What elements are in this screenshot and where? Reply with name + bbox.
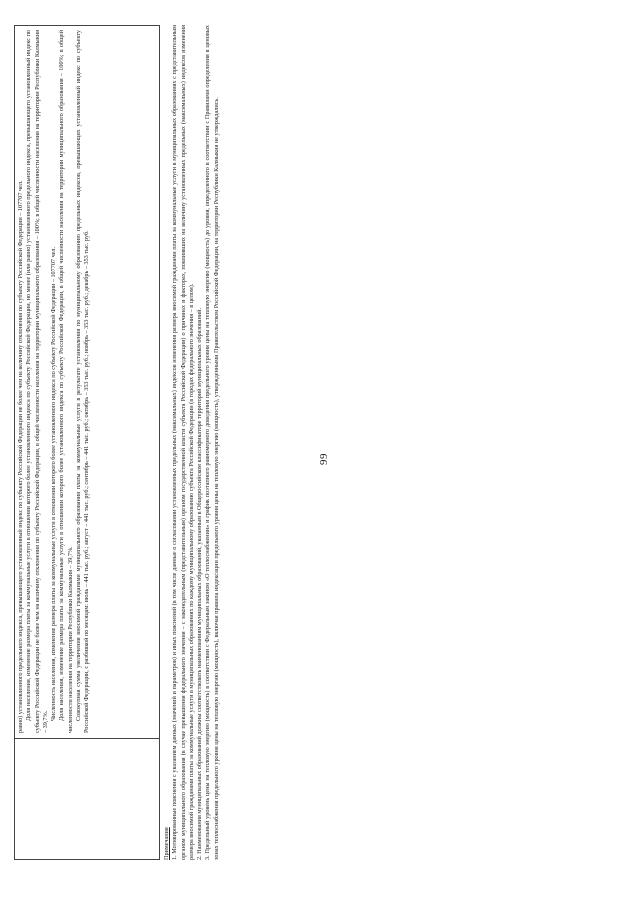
note-item: 1. Мотивированные пояснения с указанием данных (значений и параметров) и иных пояснений (в том числе данные о согласовании установленных предельных (максимальных) индексов изменения размера вносимой гражданами платы за коммунальные услуги в муниципальных образованиях с представительным органом муниципального образования (в случае превышения федерального значения – с законодательным (представительным) органом государственной власти субъекта Российской Федерации) о причинах и факторах, повлиявших на величину установленных предельных (максимальных) индексов изменения размера вносимой гражданами платы за коммунальные услуги в муниципальных образованиях по каждому муниципальному образованию субъекта Российской Федерации (в городах федерального значения – в целом). (171, 25, 195, 860)
notes-heading: Примечания (163, 827, 170, 860)
table-cell-paragraph: Численность населения, изменение размера платы за коммунальные услуги в отношении которого более установленного индекса по субъекту Российской Федерации – 107707 чел. (50, 246, 58, 721)
table-column-divider (15, 738, 159, 739)
data-table (14, 25, 160, 860)
page-number: 99 (318, 453, 330, 465)
table-cell-text (17, 30, 157, 733)
note-item: 3. Предельный уровень цены на тепловую энергию (мощность) в соответствии с Федеральным законом «О теплоснабжении» и график поэтапного равномерного доведения предельного уровня цены на тепловую энергию (мощность) до уровня, определенного в соответствии с Правилами определения в ценовых зонах теплоснабжения предельного уровня цены на тепловую энергию (мощность), включая правила индексации предельного уровня цены на тепловую энергию (мощность), утвержденными Правительством Российской Федерации, на территории Республики Калмыкия не утверждались. (204, 25, 220, 860)
table-cell-paragraph: Совокупная сумма увеличения вносимой гражданами муниципального образования платы за коммунальные услуги в результате установления по муниципальному образованию предельных индексов, превышающих установленный индекс по субъекту Российской Федерации, с разбивкой по месяцам: июль – 441 тыс. руб.; август – 441 тыс. руб.; сентябрь – 441 тыс. руб.; октябрь – 353 тыс. руб.; ноябрь – 353 тыс. руб.; декабрь – 353 тыс. руб. (75, 30, 91, 733)
note-item: 2. Наименования муниципальных образований должны соответствовать наименованиям муниципальных образований, указанным в Общероссийском классификаторе территорий муниципальных образований. (196, 307, 204, 860)
table-cell-paragraph: равно) установленного предельного индекса, превышающего установленный индекс по субъекту Российской Федерации не более чем на величину отклонения по субъекту Российской Федерации – 107707 чел. (17, 180, 24, 733)
table-cell-paragraph: Доля населения, изменение размера платы за коммунальные услуги в отношении которого более установленного индекса по субъекту Российской Федерации, но менее (или равно) установленного предельного индекса, превышающего установленный индекс по субъекту Российской Федерации не более чем на величину отклонения по субъекту Российской Федерации, в общей численности населения на территории муниципального образования – 100%; в общей численности населения на территории Республики Калмыкия – 39,7%. (25, 30, 49, 733)
notes-section (163, 25, 221, 860)
table-cell-paragraph: Доля населения, изменение размера платы за коммунальные услуги в отношении которого более установленного индекса по субъекту Российской Федерации, в общей численности населения на территории муниципального образования – 100%; в общей численности населения на территории Республики Калмыкия – 39,7%. (58, 30, 74, 733)
